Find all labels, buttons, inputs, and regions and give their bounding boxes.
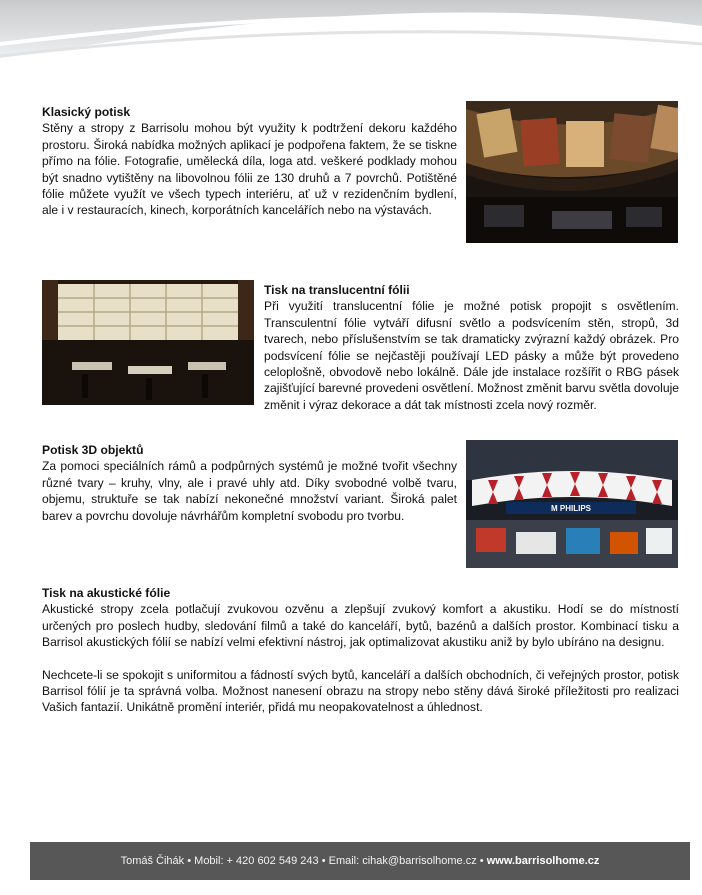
restaurant-ceiling-photo	[42, 280, 254, 405]
footer-mobile: Mobil: + 420 602 549 243	[194, 855, 319, 867]
footer-email-link[interactable]: Email: cihak@barrisolhome.cz	[328, 855, 477, 867]
section-title: Potisk 3D objektů	[42, 443, 144, 457]
section-text: Při využití translucentní fólie je možné potisk propojit s osvětlením. Transculentní fólie vytváří difusní světlo a podsvícením stěn, stropů, 3d tvarech, nebo příslušenstvím se tak dramaticky zvýrazní každý obrázek. Pro podsvícení fólie se nejčastěji používají LED pásky a může být provedeno celoplošně, obvodově nebo lokálně. Dále jde instalace rozšířit o RBG pásek zajišťující barevné provedeni osvětlení. Možnost změnit barvu světla dovoluje změnit i výraz dekorace a dát tak místnosti zcela nový rozměr.	[264, 299, 679, 412]
section-text-closing: Nechcete-li se spokojit s uniformitou a fádností svých bytů, kanceláří a dalších obchodních, či veřejných prostor, potisk Barrisol fólií je ta správná volba. Možnost nanesení obrazu na stropy nebo stěny dává široké příležitosti pro realizaci Vašich fantazií. Unikátně promění interiér, přidá mu neopakovatelnost a úhlednost.	[42, 667, 679, 715]
section-classic-print	[42, 104, 457, 219]
section-acoustic-print	[42, 585, 679, 716]
footer-separator: •	[187, 855, 192, 867]
footer-web-link[interactable]: www.barrisolhome.cz	[486, 855, 600, 867]
footer-name: Tomáš Čihák	[120, 855, 185, 867]
header-wave	[0, 0, 702, 70]
footer-separator: •	[479, 855, 484, 867]
section-3d-objects	[42, 442, 457, 524]
section-text: Akustické stropy zcela potlačují zvukovou ozvěnu a zlepšují zvukový komfort a akustiku. Hodí se do místností určených pro poslech hudby, sledování filmů a také do kanceláří, bytů, bazénů a dalších prostor. Kombinací tisku a Barrisol akustických fólií se nabízí velmi efektivní nástroj, jak optimalizovat akustiku aniž by bylo ubíráno na designu.	[42, 602, 679, 650]
section-text: Za pomoci speciálních rámů a podpůrných systémů je možné tvořit všechny různé tvary – kruhy, vlny, ale i pravé uhly atd. Díky svobodné volbě tvaru, objemu, struktuře se tak nabízí nekonečné množství variant. Široká palet barev a povrchu dovoluje návrhářům kompletní svobodu pro tvorbu.	[42, 459, 457, 523]
cinema-ceiling-photo	[466, 101, 678, 243]
footer-contact-bar	[30, 842, 690, 880]
section-title: Tisk na translucentní fólii	[264, 283, 410, 297]
section-text: Stěny a stropy z Barrisolu mohou být využity k podtržení dekoru každého prostoru. Široká nabídka možných aplikací je podpořena faktem, že se tiskne přímo na fólie. Fotografie, umělecká díla, loga atd. veškeré podklady mohou být snadno vytištěny na libovolnou fólii ze 130 druhů a 7 povrchů. Potištěné fólie můžete využít ve všech typech interiéru, ať už v rezidenčním bydlení, ale i v restauracích, kinech, korporátních kancelářích nebo na výstavách.	[42, 121, 457, 218]
section-title: Tisk na akustické fólie	[42, 586, 171, 600]
store-sign: M PHILIPS	[550, 504, 592, 513]
footer-separator: •	[321, 855, 326, 867]
store-ring-photo	[466, 440, 678, 568]
section-title: Klasický potisk	[42, 105, 131, 119]
section-translucent-print	[264, 282, 679, 413]
